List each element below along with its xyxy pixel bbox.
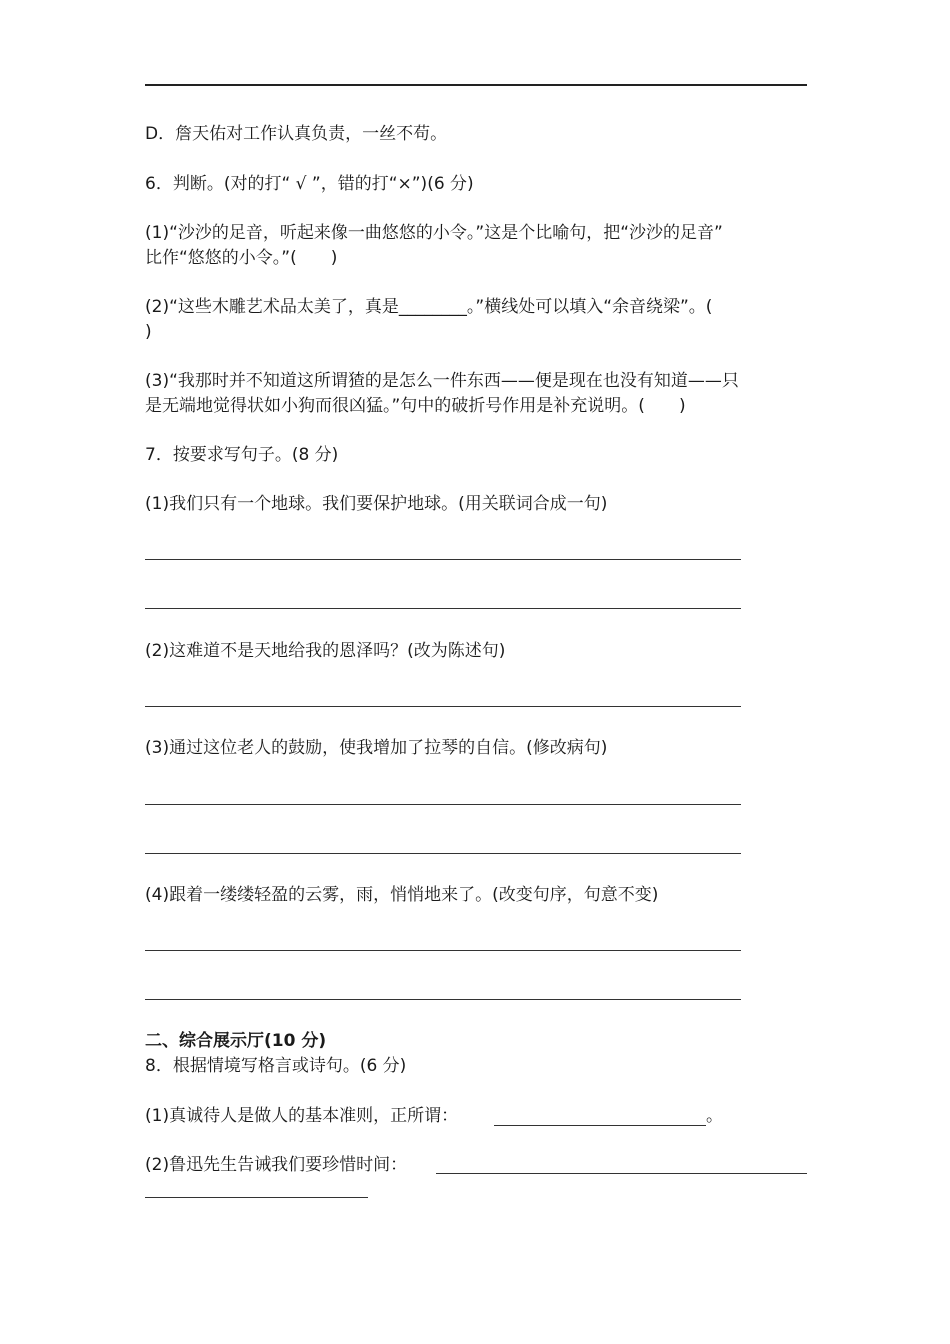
section-2-heading: 二、综合展示厅(10 分) bbox=[145, 1031, 327, 1051]
answer-line[interactable] bbox=[145, 853, 741, 854]
question-7-item-1: (1)我们只有一个地球。我们要保护地球。(用关联词合成一句) bbox=[145, 494, 608, 514]
question-8-item-1-suffix: 。 bbox=[706, 1106, 723, 1126]
answer-line[interactable] bbox=[145, 999, 741, 1000]
question-6-item-3-line-2: 是无端地觉得状如小狗而很凶猛。”句中的破折号作用是补充说明。( ) bbox=[145, 396, 686, 416]
answer-line[interactable] bbox=[145, 804, 741, 805]
question-6-item-3-line-1: (3)“我那时并不知道这所谓猹的是怎么一件东西——便是现在也没有知道——只 bbox=[145, 371, 739, 391]
answer-line[interactable] bbox=[145, 950, 741, 951]
question-8-item-2-blank-continued[interactable] bbox=[145, 1197, 368, 1198]
question-7-item-3: (3)通过这位老人的鼓励，使我增加了拉琴的自信。(修改病句) bbox=[145, 738, 608, 758]
question-8-item-2-prefix: (2)鲁迅先生告诫我们要珍惜时间： bbox=[145, 1155, 408, 1175]
answer-line[interactable] bbox=[145, 706, 741, 707]
question-7-heading: 7．按要求写句子。(8 分) bbox=[145, 445, 339, 465]
top-rule bbox=[145, 84, 807, 86]
answer-line[interactable] bbox=[145, 559, 741, 560]
question-6-item-2-line-2: ) bbox=[145, 322, 152, 342]
question-6-item-2-line-1: (2)“这些木雕艺术品太美了，真是________。”横线处可以填入“余音绕梁”。( bbox=[145, 297, 713, 317]
question-7-item-4: (4)跟着一缕缕轻盈的云雾，雨，悄悄地来了。(改变句序，句意不变) bbox=[145, 885, 659, 905]
question-5-option-d: D．詹天佑对工作认真负责，一丝不苟。 bbox=[145, 124, 448, 144]
question-7-item-2: (2)这难道不是天地给我的恩泽吗？(改为陈述句) bbox=[145, 641, 506, 661]
question-6-heading: 6．判断。(对的打“ √ ”，错的打“×”)(6 分) bbox=[145, 174, 474, 194]
question-8-heading: 8．根据情境写格言或诗句。(6 分) bbox=[145, 1056, 407, 1076]
question-8-item-1-prefix: (1)真诚待人是做人的基本准则，正所谓： bbox=[145, 1106, 459, 1126]
answer-line[interactable] bbox=[145, 608, 741, 609]
question-6-item-1-line-1: (1)“沙沙的足音，听起来像一曲悠悠的小令。”这是个比喻句，把“沙沙的足音” bbox=[145, 223, 723, 243]
question-8-item-2-blank[interactable] bbox=[436, 1173, 807, 1174]
question-6-item-1-line-2: 比作“悠悠的小令。”( ) bbox=[145, 248, 338, 268]
question-8-item-1-blank[interactable] bbox=[494, 1125, 706, 1126]
